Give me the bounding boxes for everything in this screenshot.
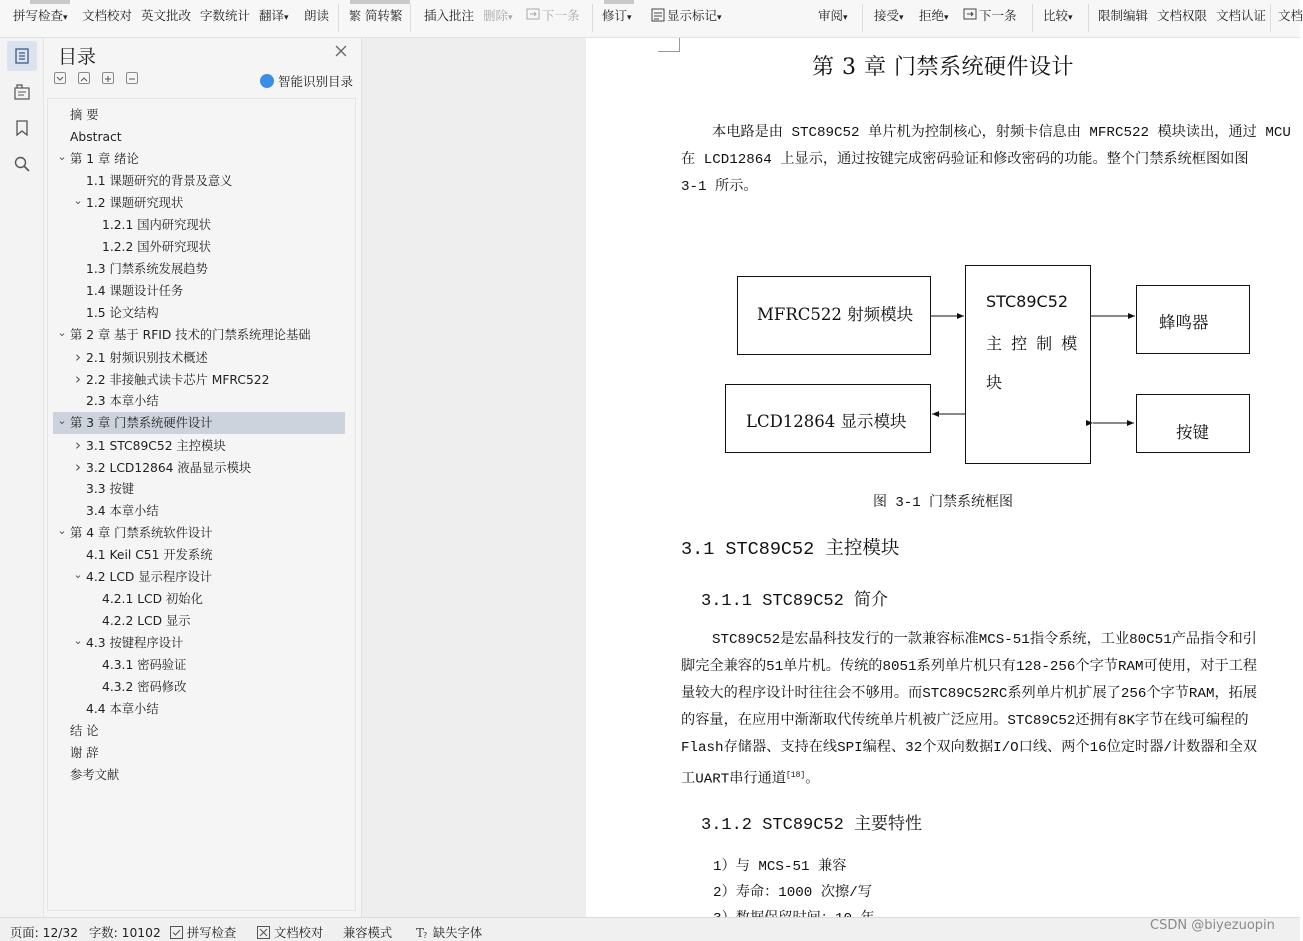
chevron-right-icon[interactable]: ›: [75, 370, 81, 388]
document-permission-button[interactable]: 文档权限: [1157, 8, 1208, 23]
figure-caption: 图 3-1 门禁系统框图: [872, 495, 1013, 511]
status-proofread[interactable]: 文档校对: [257, 923, 323, 941]
toc-item-label: 1.3 门禁系统发展趋势: [86, 262, 208, 276]
toc-item-label: 4.2 LCD 显示程序设计: [86, 570, 213, 584]
toc-item-label: 2.1 射频识别技术概述: [86, 351, 208, 365]
word-count-button[interactable]: 字数统计: [200, 8, 251, 23]
simplified-to-traditional-button[interactable]: 繁 简转繁: [349, 8, 403, 23]
toc-item-label: 第 2 章 基于 RFID 技术的门禁系统理论基础: [70, 328, 311, 342]
reject-button[interactable]: 拒绝▾: [919, 8, 949, 23]
mcu-label-3: 块: [986, 373, 1003, 392]
chevron-down-icon[interactable]: ⌄: [57, 150, 67, 163]
chevron-down-icon[interactable]: ⌄: [73, 194, 83, 207]
word-count[interactable]: 字数: 10102: [89, 926, 161, 940]
toc-list: [47, 98, 356, 911]
mcu-label-2: 主 控 制 模: [986, 334, 1080, 353]
track-changes-button[interactable]: 修订▾: [602, 8, 632, 23]
toc-item[interactable]: [70, 500, 159, 522]
toc-item-label: 4.2.1 LCD 初始化: [102, 592, 203, 606]
toc-item-label: 3.1 STC89C52 主控模块: [86, 439, 226, 453]
ribbon-overflow-fragment: [350, 0, 410, 4]
chevron-right-icon[interactable]: ›: [75, 348, 81, 366]
toc-item[interactable]: [70, 302, 159, 324]
english-correction-button[interactable]: 英文批改: [141, 8, 192, 23]
show-markup-icon: [651, 8, 665, 22]
feature-line-1: 1）与 MCS-51 兼容: [713, 859, 847, 875]
bookmark-panel-button[interactable]: [7, 113, 37, 143]
toc-item[interactable]: [70, 192, 183, 214]
intro-line-2: 在 LCD12864 上显示，通过按键完成密码验证和修改密码的功能。整个门禁系统框图如图: [681, 152, 1249, 168]
toc-item-label: 第 3 章 门禁系统硬件设计: [70, 416, 213, 430]
toc-item-label: 1.1 课题研究的背景及意义: [86, 174, 233, 188]
toc-item-label: 1.2.2 国外研究现状: [102, 240, 211, 254]
toc-item-label: 3.2 LCD12864 液晶显示模块: [86, 461, 252, 475]
toc-item[interactable]: [86, 588, 203, 610]
read-aloud-button[interactable]: 朗读: [304, 8, 330, 23]
chapter-nav-button[interactable]: [7, 77, 37, 107]
traditional-chinese-icon: [349, 8, 363, 22]
next-comment-icon: [526, 8, 540, 22]
status-spell-check[interactable]: 拼写检查: [170, 923, 236, 941]
expand-all-button[interactable]: [78, 72, 90, 84]
toc-item-label: 4.2.2 LCD 显示: [102, 614, 191, 628]
page-indicator[interactable]: 页面: 12/32: [10, 926, 79, 940]
toc-item[interactable]: [54, 764, 119, 786]
toc-item[interactable]: [70, 566, 212, 588]
toc-item-label: 2.2 非接触式读卡芯片 MFRC522: [86, 373, 270, 387]
toolbar-divider: [338, 4, 339, 32]
missing-font-icon: [416, 926, 429, 939]
body-line-2: 脚完全兼容的51单片机。传统的8051系列单片机只有128-256个字节RAM可使用，对于工程: [681, 659, 1258, 675]
toc-item-label: 参考文献: [70, 768, 120, 782]
chevron-right-icon[interactable]: ›: [75, 436, 81, 454]
accept-button[interactable]: 接受▾: [874, 8, 904, 23]
toc-item-label: 1.2 课题研究现状: [86, 196, 184, 210]
mcu-label-1: STC89C52: [986, 292, 1069, 311]
toc-item-label: 4.3.2 密码修改: [102, 680, 187, 694]
toc-item[interactable]: [70, 170, 232, 192]
svg-text:?: ?: [423, 931, 428, 940]
status-bar: [0, 917, 1300, 941]
toolbar-divider: [1032, 4, 1033, 32]
keys-label: 按键: [1176, 423, 1209, 442]
toc-item[interactable]: [54, 324, 311, 346]
close-icon[interactable]: [334, 44, 348, 58]
outline-panel-button[interactable]: [7, 41, 37, 71]
body-line-1: STC89C52是宏晶科技发行的一款兼容标准MCS-51指令系统，工业80C51产品指令和引: [712, 632, 1257, 648]
minus-icon: [127, 74, 137, 84]
toc-item-label: 4.1 Keil C51 开发系统: [86, 548, 213, 562]
next-change-icon: [963, 8, 977, 22]
toc-item-label: 摘 要: [70, 108, 99, 122]
diagram-arrows: [586, 38, 1300, 498]
chapter-title: 第 3 章 门禁系统硬件设计: [812, 55, 1074, 80]
missing-font[interactable]: T ? 缺失字体: [416, 926, 483, 940]
document-canvas: [362, 38, 1300, 917]
proofread-icon: [257, 926, 270, 939]
smart-ai-icon: [260, 74, 274, 88]
toc-item-label: 谢 辞: [70, 746, 99, 760]
toc-panel: [44, 38, 362, 917]
toc-item[interactable]: [70, 434, 226, 456]
toc-item[interactable]: [54, 522, 213, 544]
body-line-4: 的容量，在应用中渐渐取代传统单片机被广泛应用。STC89C52还拥有8K字节在线可编程的: [681, 713, 1249, 729]
document-certification-button[interactable]: 文档认证: [1216, 8, 1267, 23]
toc-item[interactable]: [86, 214, 211, 236]
chapter-icon: [14, 84, 30, 100]
toc-title: 目录: [58, 46, 97, 68]
toc-item-label: 2.3 本章小结: [86, 394, 159, 408]
toolbar-divider: [1088, 4, 1089, 32]
section-3-1-2-heading: 3.1.2 STC89C52 主要特性: [701, 816, 923, 835]
chevron-down-icon[interactable]: ⌄: [73, 568, 83, 581]
delete-comment-button[interactable]: 删除▾: [483, 8, 513, 23]
toc-item[interactable]: [54, 148, 139, 170]
toc-item[interactable]: [70, 346, 208, 368]
intro-line-3: 3-1 所示。: [681, 179, 758, 195]
toc-item-label: 1.5 论文结构: [86, 306, 159, 320]
toc-item[interactable]: [70, 478, 134, 500]
toc-item[interactable]: [70, 632, 183, 654]
toc-item[interactable]: [54, 742, 99, 764]
chevron-down-icon[interactable]: ⌄: [57, 524, 67, 537]
document-page[interactable]: [586, 38, 1300, 917]
outline-icon: [14, 48, 30, 64]
toc-item[interactable]: [70, 698, 159, 720]
next-change-button[interactable]: 下一条: [963, 7, 1017, 25]
bookmark-icon: [14, 120, 30, 136]
toc-item[interactable]: [53, 412, 345, 434]
buzzer-label: 蜂鸣器: [1159, 313, 1209, 332]
plus-icon: [103, 74, 113, 84]
section-3-1-heading: 3.1 STC89C52 主控模块: [681, 539, 900, 560]
chevron-down-icon: [55, 74, 65, 84]
body-line-6: 工UART串行通道[18]。: [681, 771, 820, 788]
feature-line-2: 2）寿命：1000 次擦/写: [713, 885, 872, 901]
checkbox-check-icon: [170, 926, 183, 939]
chevron-down-icon[interactable]: ⌄: [57, 326, 67, 339]
toc-item-label: 4.4 本章小结: [86, 702, 159, 716]
toc-item-label: 第 4 章 门禁系统软件设计: [70, 526, 213, 540]
doc-proofread-button[interactable]: 文档校对: [82, 8, 133, 23]
add-heading-button[interactable]: [102, 72, 114, 84]
smart-toc-button[interactable]: 智能识别目录: [260, 72, 353, 90]
toc-item-label: Abstract: [70, 130, 122, 144]
intro-line-1: 本电路是由 STC89C52 单片机为控制核心，射频卡信息由 MFRC522 模块读出，通过 MCU: [712, 125, 1291, 141]
toc-item-label: 1.2.1 国内研究现状: [102, 218, 211, 232]
compat-mode[interactable]: 兼容模式: [343, 926, 393, 940]
search-icon: [14, 156, 30, 172]
restrict-editing-button[interactable]: 限制编辑: [1098, 8, 1149, 23]
toc-item-label: 3.3 按键: [86, 482, 135, 496]
collapse-all-button[interactable]: [54, 72, 66, 84]
insert-comment-button[interactable]: 插入批注: [424, 8, 475, 23]
toc-item-label: 第 1 章 绪论: [70, 152, 139, 166]
ribbon-overflow-fragment: [30, 0, 70, 4]
toc-item-label: 1.4 课题设计任务: [86, 284, 184, 298]
show-markup-button[interactable]: 显示标记▾: [651, 7, 722, 25]
body-line-5: Flash存储器、支持在线SPI编程、32个双向数据I/O口线、两个16位定时器/计数器和全双: [681, 740, 1258, 756]
chevron-up-icon: [79, 74, 89, 84]
toolbar-divider: [1270, 4, 1271, 32]
lcd-label: LCD12864 显示模块: [746, 412, 907, 431]
toolbar-divider: [592, 4, 593, 32]
toc-item[interactable]: [70, 544, 213, 566]
toc-item-label: 4.3 按键程序设计: [86, 636, 184, 650]
chevron-down-icon[interactable]: ⌄: [57, 414, 67, 427]
review-button[interactable]: 审阅▾: [818, 8, 848, 23]
chevron-right-icon[interactable]: ›: [75, 458, 81, 476]
translate-button[interactable]: 翻译▾: [259, 8, 289, 23]
ribbon-toolbar: [0, 0, 1303, 38]
toc-item[interactable]: [70, 280, 183, 302]
citation: [18]: [786, 771, 806, 780]
section-3-1-1-heading: 3.1.1 STC89C52 简介: [701, 592, 889, 611]
next-comment-button[interactable]: 下一条: [526, 7, 580, 25]
watermark: CSDN @biyezuopin: [1150, 918, 1275, 933]
toc-item[interactable]: [86, 610, 191, 632]
toc-item-label: 4.3.1 密码验证: [102, 658, 187, 672]
document-more-button[interactable]: 文档: [1278, 8, 1303, 23]
search-panel-button[interactable]: [7, 149, 37, 179]
toolbar-divider: [410, 4, 411, 32]
spell-check-button[interactable]: 拼写检查▾: [13, 8, 68, 23]
compare-button[interactable]: 比较▾: [1043, 8, 1073, 23]
svg-text:T: T: [416, 926, 425, 940]
toc-item-label: 3.4 本章小结: [86, 504, 159, 518]
toc-item[interactable]: [70, 390, 159, 412]
mfrc522-label: MFRC522 射频模块: [757, 305, 914, 324]
svg-text:繁: 繁: [349, 9, 362, 23]
toc-item-label: 结 论: [70, 724, 99, 738]
remove-heading-button[interactable]: [126, 72, 138, 84]
toc-item[interactable]: [70, 456, 251, 478]
toc-item[interactable]: [86, 236, 211, 258]
toc-item[interactable]: [70, 368, 269, 390]
ribbon-overflow-fragment: [604, 0, 634, 4]
toc-item[interactable]: [86, 676, 186, 698]
navigation-rail: [0, 38, 44, 917]
toc-item[interactable]: [70, 258, 208, 280]
toc-item[interactable]: [54, 720, 99, 742]
chevron-down-icon[interactable]: ⌄: [73, 634, 83, 647]
toolbar-divider: [862, 4, 863, 32]
toc-item[interactable]: [54, 104, 99, 126]
body-line-3: 量较大的程序设计时往往会不够用。而STC89C52RC系列单片机扩展了256个字节RAM，拓展: [681, 686, 1258, 702]
toc-item[interactable]: [86, 654, 186, 676]
toc-item[interactable]: [54, 126, 122, 148]
